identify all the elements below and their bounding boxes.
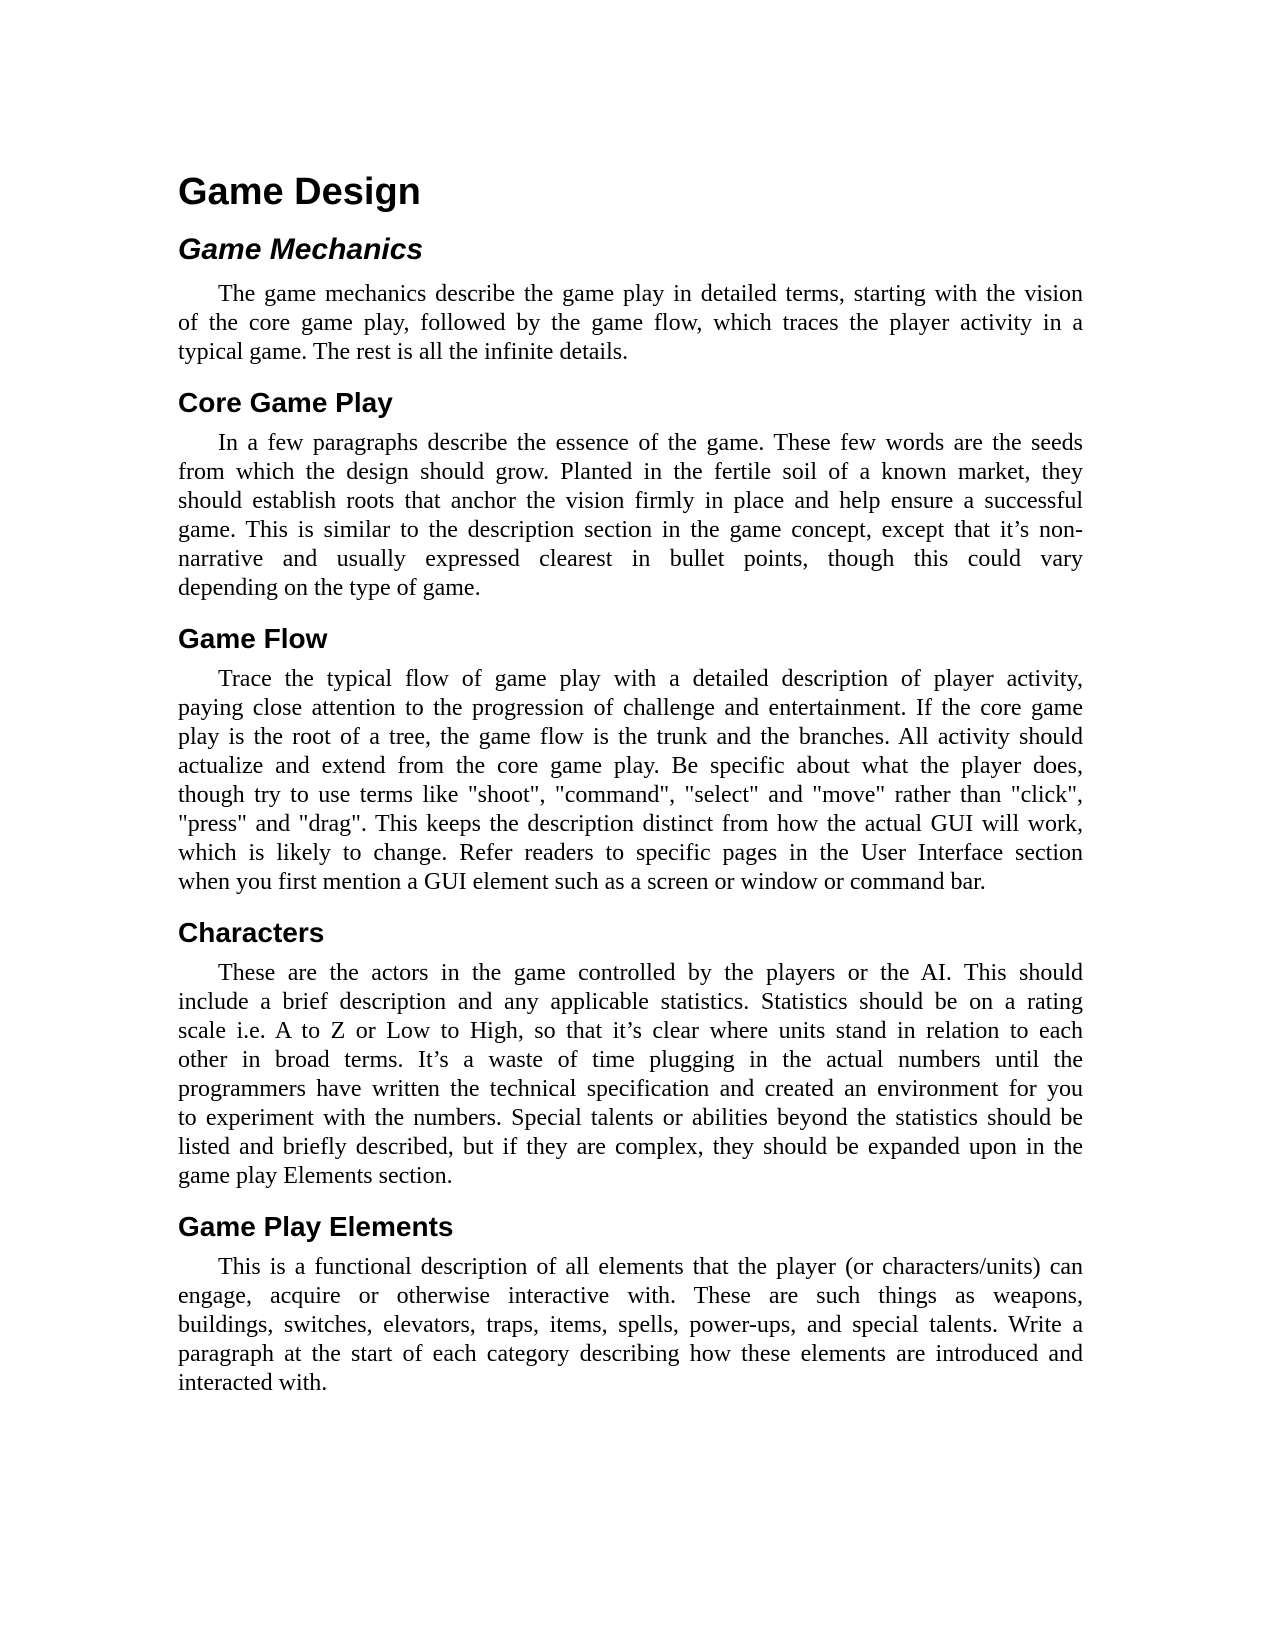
text-line: from which the design should grow. Planted in the fertile soil of a known market, they <box>178 459 1083 485</box>
paragraph-core-game-play <box>178 429 1083 603</box>
text-line: include a brief description and any applicable statistics. Statistics should be on a rating <box>178 989 1083 1015</box>
paragraph-characters <box>178 959 1083 1191</box>
text-line: depending on the type of game. <box>178 575 481 601</box>
text-line: In a few paragraphs describe the essence of the game. These few words are the seeds <box>218 430 1083 456</box>
text-line: This is a functional description of all elements that the player (or characters/units) can <box>218 1254 1083 1280</box>
heading-game-play-elements: Game Play Elements <box>178 1211 454 1242</box>
text-line: buildings, switches, elevators, traps, items, spells, power-ups, and special talents. Write a <box>178 1312 1083 1338</box>
text-line: game play Elements section. <box>178 1163 453 1189</box>
text-line: actualize and extend from the core game play. Be specific about what the player does, <box>178 753 1083 779</box>
text-line: interacted with. <box>178 1370 328 1396</box>
text-line: game. This is similar to the description section in the game concept, except that it’s non- <box>178 517 1083 543</box>
text-line: These are the actors in the game controlled by the players or the AI. This should <box>218 960 1083 986</box>
page-title: Game Design <box>178 171 421 213</box>
text-line: though try to use terms like "shoot", "command", "select" and "move" rather than "click", <box>178 782 1083 808</box>
text-line: paragraph at the start of each category describing how these elements are introduced and <box>178 1341 1083 1367</box>
text-line: should establish roots that anchor the vision firmly in place and help ensure a successful <box>178 488 1083 514</box>
text-line: listed and briefly described, but if they are complex, they should be expanded upon in the <box>178 1134 1083 1160</box>
paragraph-game-mechanics <box>178 280 1083 367</box>
text-line: programmers have written the technical specification and created an environment for you <box>178 1076 1083 1102</box>
text-line: scale i.e. A to Z or Low to High, so that it’s clear where units stand in relation to each <box>178 1018 1083 1044</box>
section-game-flow <box>178 623 1083 897</box>
text-line: Trace the typical flow of game play with a detailed description of player activity, <box>218 666 1083 692</box>
text-line: play is the root of a tree, the game flow is the trunk and the branches. All activity should <box>178 724 1083 750</box>
document-content <box>178 172 1083 1398</box>
heading-game-flow: Game Flow <box>178 623 328 654</box>
heading-core-game-play: Core Game Play <box>178 387 393 418</box>
paragraph-game-flow <box>178 665 1083 897</box>
text-line: "press" and "drag". This keeps the description distinct from how the actual GUI will work, <box>178 811 1083 837</box>
section-game-mechanics <box>178 233 1083 367</box>
text-line: narrative and usually expressed clearest in bullet points, though this could vary <box>178 546 1083 572</box>
section-core-game-play <box>178 387 1083 603</box>
text-line: when you first mention a GUI element such as a screen or window or command bar. <box>178 869 986 895</box>
text-line: engage, acquire or otherwise interactive with. These are such things as weapons, <box>178 1283 1083 1309</box>
section-characters <box>178 917 1083 1191</box>
text-line: paying close attention to the progression of challenge and entertainment. If the core game <box>178 695 1083 721</box>
text-line: other in broad terms. It’s a waste of time plugging in the actual numbers until the <box>178 1047 1083 1073</box>
text-line: The game mechanics describe the game play in detailed terms, starting with the vision <box>218 281 1083 307</box>
text-line: to experiment with the numbers. Special talents or abilities beyond the statistics should be <box>178 1105 1083 1131</box>
paragraph-game-play-elements <box>178 1253 1083 1398</box>
text-line: typical game. The rest is all the infinite details. <box>178 339 629 365</box>
heading-game-mechanics: Game Mechanics <box>178 233 424 266</box>
section-game-play-elements <box>178 1211 1083 1398</box>
heading-characters: Characters <box>178 917 325 948</box>
text-line: which is likely to change. Refer readers to specific pages in the User Interface section <box>178 840 1083 866</box>
text-line: of the core game play, followed by the game flow, which traces the player activity in a <box>178 310 1083 336</box>
